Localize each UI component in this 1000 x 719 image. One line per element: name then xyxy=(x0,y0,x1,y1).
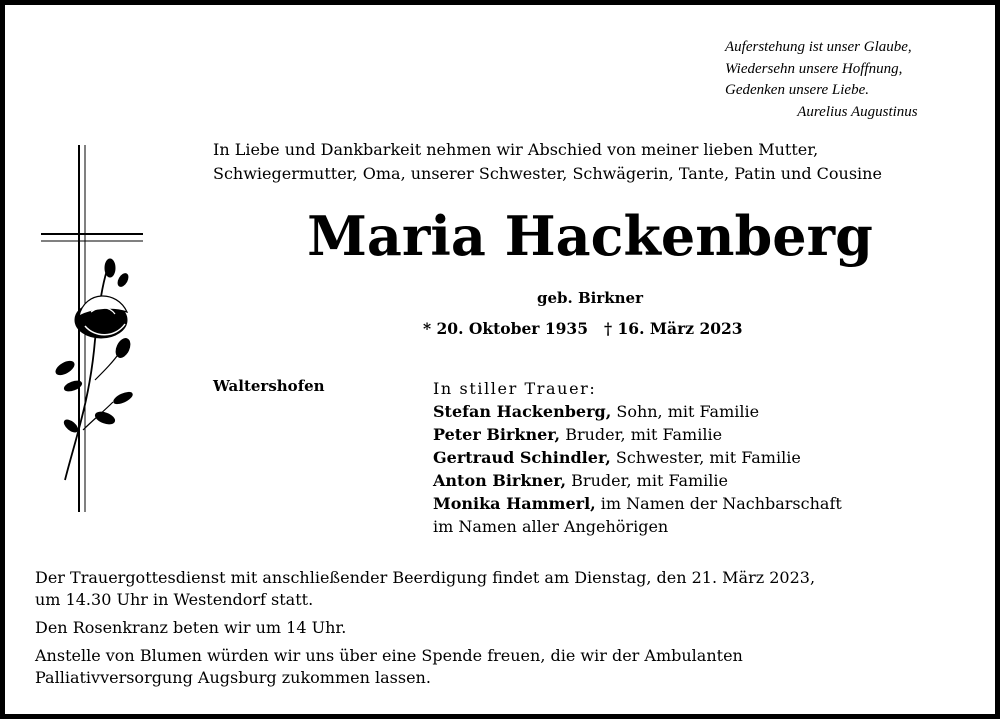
mourner-relation: im Namen der Nachbarschaft xyxy=(595,494,842,513)
mourner-name: Anton Birkner, xyxy=(433,471,567,490)
intro-line: In Liebe und Dankbarkeit nehmen wir Abschied von meiner lieben Mutter, xyxy=(213,140,819,159)
death-date: † 16. März 2023 xyxy=(604,319,743,338)
funeral-paragraph xyxy=(35,567,815,611)
list-item xyxy=(433,400,842,423)
cross-with-rose-icon xyxy=(35,140,155,520)
quote-line: Gedenken unsere Liebe. xyxy=(725,82,869,98)
mourner-name: Stefan Hackenberg, xyxy=(433,402,612,421)
donation-paragraph xyxy=(35,645,815,689)
donation-line: Palliativversorgung Augsburg zukommen lassen. xyxy=(35,668,431,687)
donation-line: Anstelle von Blumen würden wir uns über eine Spende freuen, die wir der Ambulanten xyxy=(35,646,743,665)
mourner-relation: Sohn, mit Familie xyxy=(611,402,760,421)
maiden-name: geb. Birkner xyxy=(537,289,643,307)
mourners-heading: In stiller Trauer: xyxy=(433,379,597,398)
mourner-relation: Schwester, mit Familie xyxy=(610,448,801,467)
quote-author: Aurelius Augustinus xyxy=(797,103,918,120)
deceased-name: Maria Hackenberg xyxy=(307,204,873,268)
quote-line: Auferstehung ist unser Glaube, xyxy=(725,39,912,55)
list-item xyxy=(433,469,842,492)
intro-text xyxy=(213,138,882,186)
service-info xyxy=(35,567,815,695)
funeral-line: um 14.30 Uhr in Westendorf statt. xyxy=(35,590,314,609)
mourners-list xyxy=(433,377,842,538)
intro-line: Schwiegermutter, Oma, unserer Schwester, Schwägerin, Tante, Patin und Cousine xyxy=(213,164,882,183)
birth-date: * 20. Oktober 1935 xyxy=(423,319,589,338)
list-item xyxy=(433,492,842,515)
quote-line: Wiedersehn unsere Hoffnung, xyxy=(725,60,903,77)
list-item xyxy=(433,446,842,469)
mourner-relation: Bruder, mit Familie xyxy=(560,425,723,444)
mourners-closing: im Namen aller Angehörigen xyxy=(433,517,669,536)
rosary-paragraph: Den Rosenkranz beten wir um 14 Uhr. xyxy=(35,618,347,637)
funeral-line: Der Trauergottesdienst mit anschließender Beerdigung findet am Dienstag, den 21. März 2023, xyxy=(35,568,816,587)
life-dates xyxy=(423,319,743,338)
mourner-name: Peter Birkner, xyxy=(433,425,561,444)
mourner-name: Monika Hammerl, xyxy=(433,494,596,513)
mourner-relation: Bruder, mit Familie xyxy=(566,471,728,490)
mourner-name: Gertraud Schindler, xyxy=(433,448,611,467)
place-name: Waltershofen xyxy=(213,377,325,395)
list-item xyxy=(433,423,842,446)
quote xyxy=(725,37,918,123)
